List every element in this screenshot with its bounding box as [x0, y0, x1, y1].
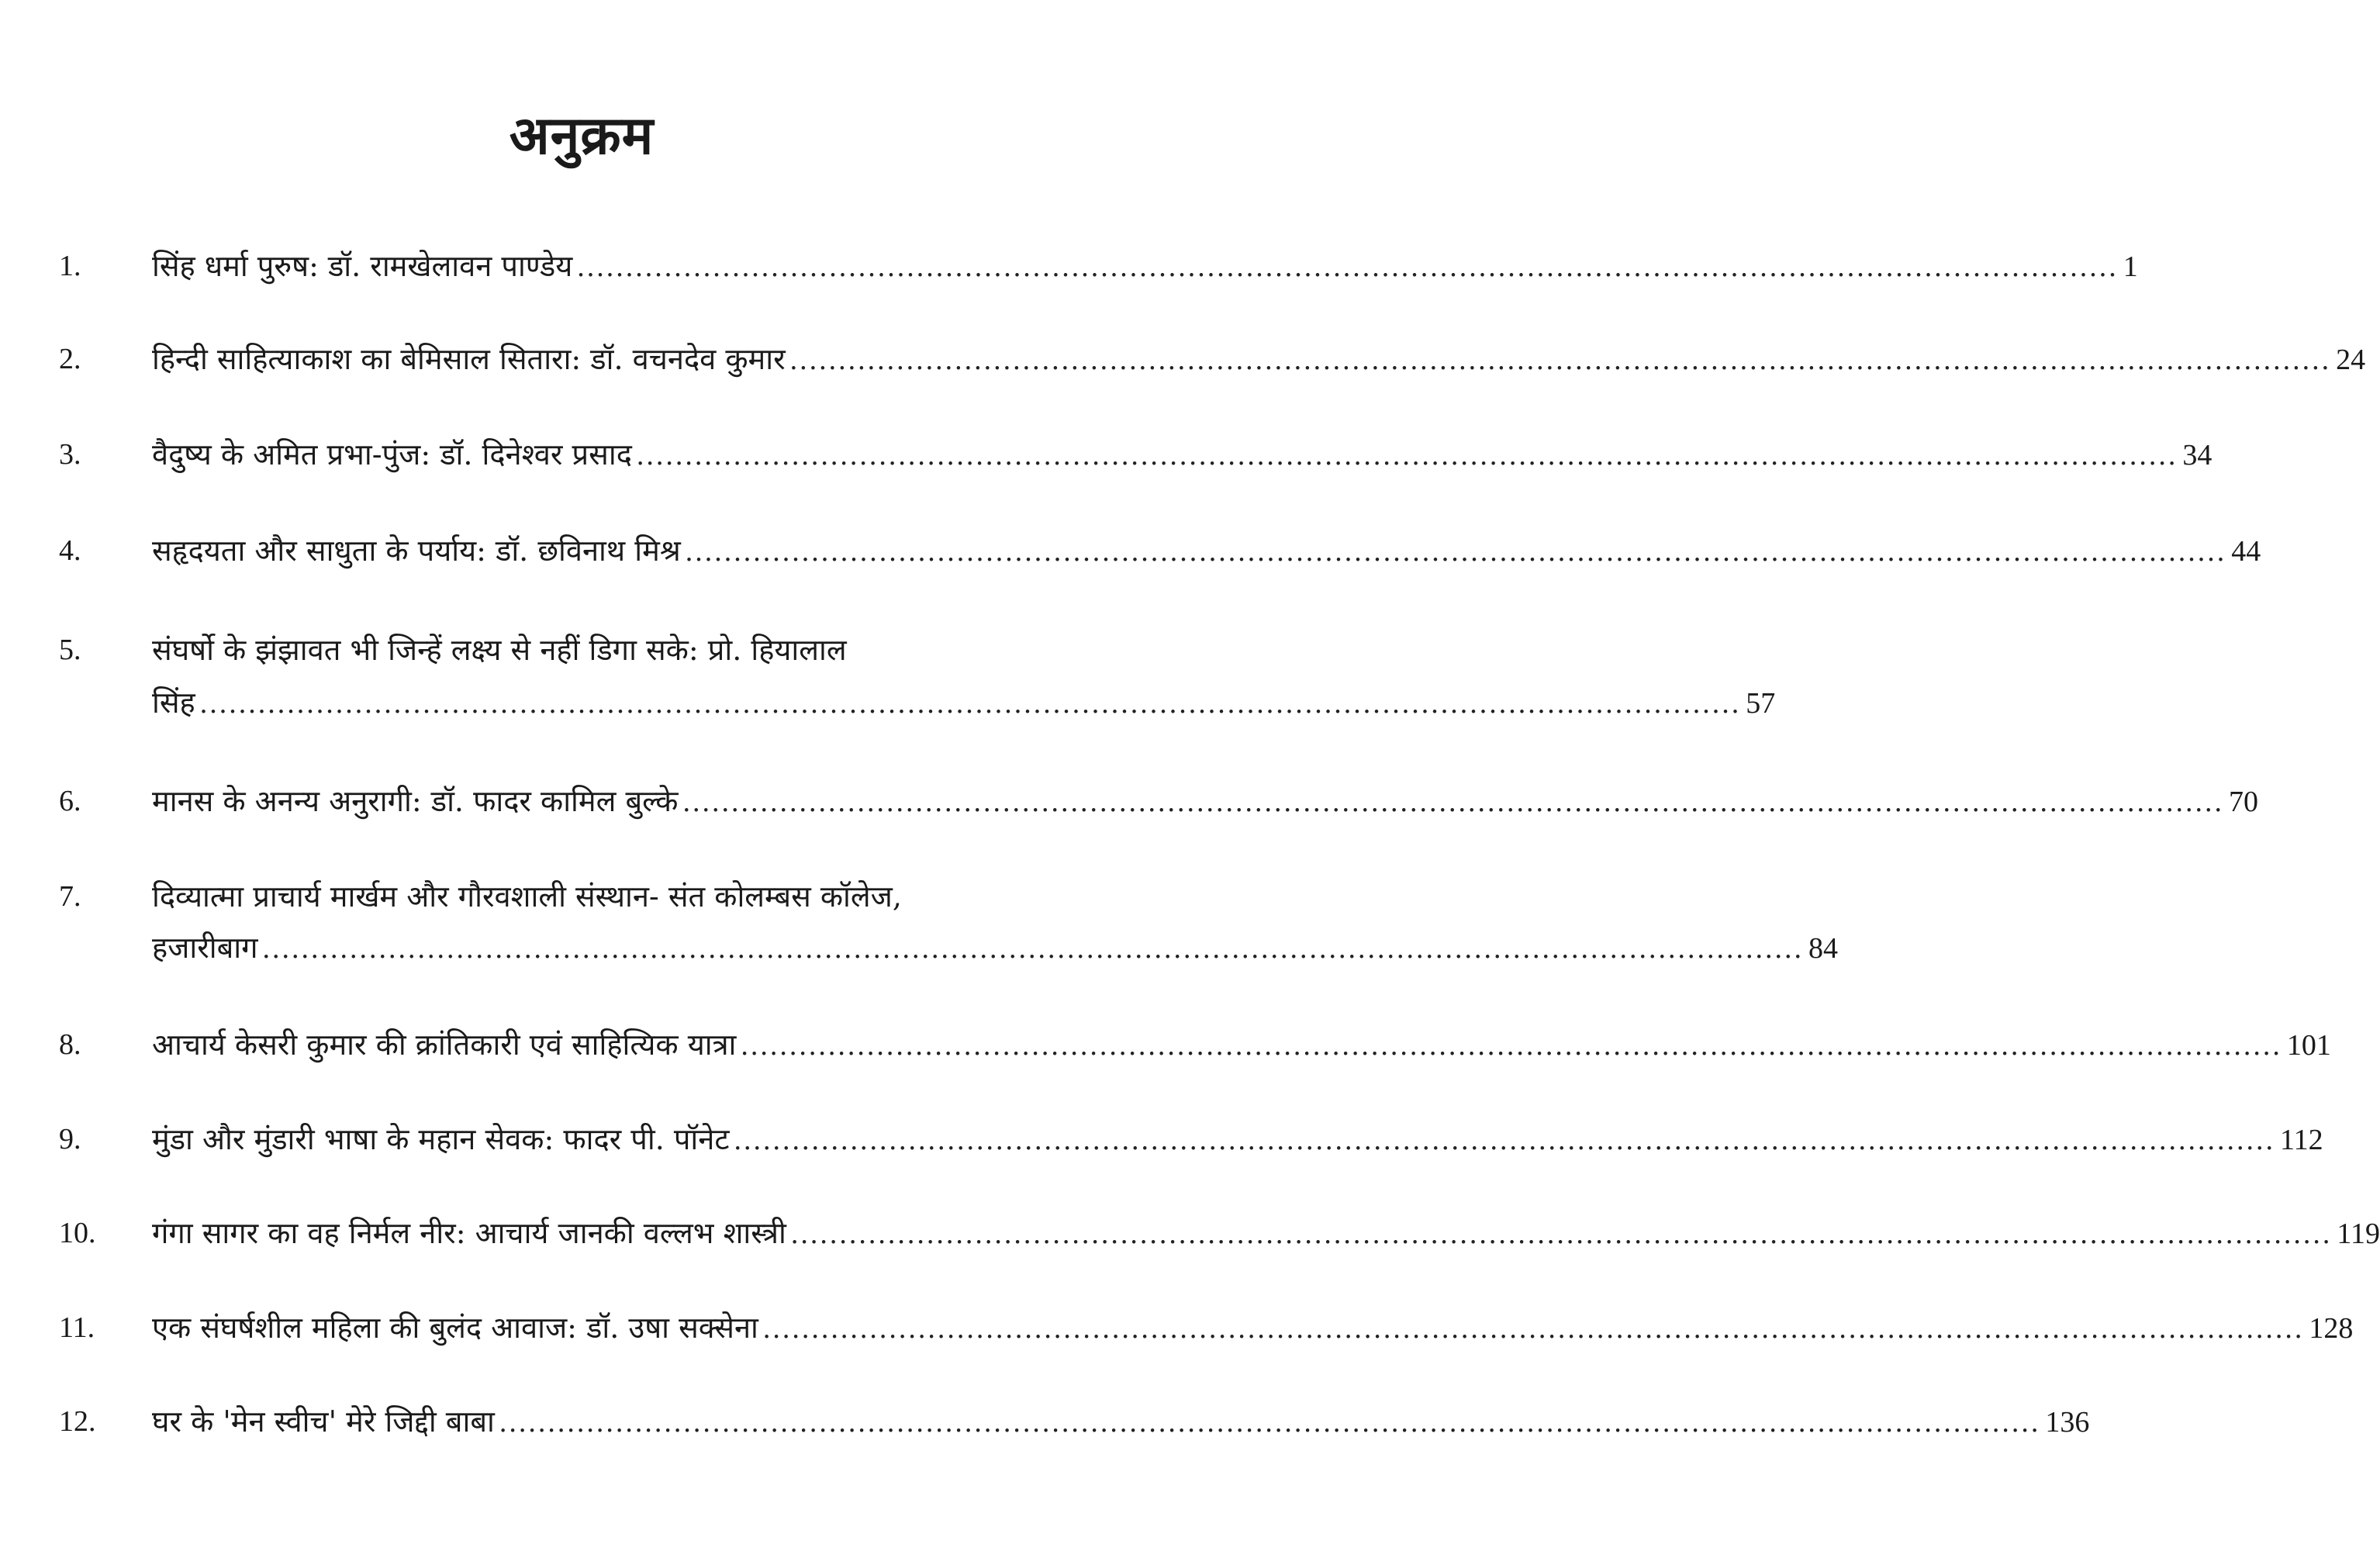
entry-page-number: 112 — [2280, 1124, 2323, 1156]
entry-number: 6. — [59, 785, 81, 817]
entry-number: 10. — [59, 1217, 96, 1249]
entry-title: एक संघर्षशील महिला की बुलंद आवाज: डॉ. उषा सक्सेना — [152, 1311, 758, 1345]
entry-page-number: 44 — [2231, 535, 2261, 568]
entry-title-line1: दिव्यात्मा प्राचार्य मार्खम और गौरवशाली संस्थान- संत कोलम्बस कॉलेज, — [152, 879, 902, 914]
entry-page-number: 136 — [2045, 1406, 2090, 1439]
dot-leader — [637, 431, 2178, 479]
dot-leader — [686, 527, 2227, 575]
entry-number: 11. — [59, 1311, 95, 1344]
dot-leader — [200, 679, 1742, 727]
dot-leader — [763, 1304, 2305, 1352]
entry-title-line2: सिंह — [152, 686, 195, 720]
dot-leader — [577, 243, 2119, 291]
entry-title: मानस के अनन्य अनुरागी: डॉ. फादर कामिल बुल्के — [152, 784, 679, 818]
entry-page-number: 128 — [2309, 1312, 2354, 1345]
entry-number: 7. — [59, 880, 81, 913]
entry-title: सहृदयता और साधुता के पर्याय: डॉ. छविनाथ मिश्र — [152, 534, 681, 568]
dot-leader — [791, 1210, 2333, 1258]
dot-leader — [734, 1116, 2276, 1164]
entry-number: 3. — [59, 438, 81, 471]
entry-title-line2: हजारीबाग — [152, 931, 258, 965]
entry-title: सिंह धर्मा पुरुष: डॉ. रामखेलावन पाण्डेय — [152, 249, 573, 283]
entry-page-number: 34 — [2182, 439, 2212, 472]
entry-page-number: 1 — [2123, 250, 2138, 283]
dot-leader — [263, 924, 1805, 972]
dot-leader — [741, 1021, 2282, 1069]
entry-title: मुंडा और मुंडारी भाषा के महान सेवक: फादर पी. पॉनेट — [152, 1122, 730, 1156]
entry-title: वैदुष्य के अमित प्रभा-पुंज: डॉ. दिनेश्वर प्रसाद — [152, 437, 632, 472]
entry-title: हिन्दी साहित्याकाश का बेमिसाल सितारा: डॉ. वचनदेव कुमार — [152, 342, 786, 376]
entry-number: 8. — [59, 1028, 81, 1061]
entry-number: 2. — [59, 343, 81, 375]
dot-leader — [790, 336, 2332, 384]
entry-page-number: 101 — [2286, 1029, 2331, 1062]
entry-page-number: 70 — [2229, 786, 2258, 818]
entry-title-line1: संघर्षो के झंझावत भी जिन्हें लक्ष्य से नहीं डिगा सके: प्रो. हियालाल — [152, 633, 847, 667]
entry-page-number: 24 — [2336, 344, 2366, 376]
entry-page-number: 84 — [1808, 932, 1839, 965]
entry-number: 4. — [59, 534, 81, 567]
entry-page-number: 119 — [2337, 1218, 2380, 1250]
dot-leader — [499, 1398, 2041, 1446]
entry-number: 5. — [59, 634, 81, 666]
dot-leader — [683, 778, 2225, 826]
entry-title: घर के 'मेन स्वीच' मेरे जिद्दी बाबा — [152, 1404, 495, 1439]
entry-number: 9. — [59, 1123, 81, 1155]
entry-page-number: 57 — [1746, 687, 1776, 720]
entry-title: आचार्य केसरी कुमार की क्रांतिकारी एवं साहित्यिक यात्रा — [152, 1028, 737, 1062]
entry-number: 12. — [59, 1405, 96, 1438]
entry-number: 1. — [59, 250, 81, 282]
page-title: अनुक्रम — [509, 105, 655, 167]
entry-title: गंगा सागर का वह निर्मल नीर: आचार्य जानकी वल्लभ शास्त्री — [152, 1216, 786, 1250]
